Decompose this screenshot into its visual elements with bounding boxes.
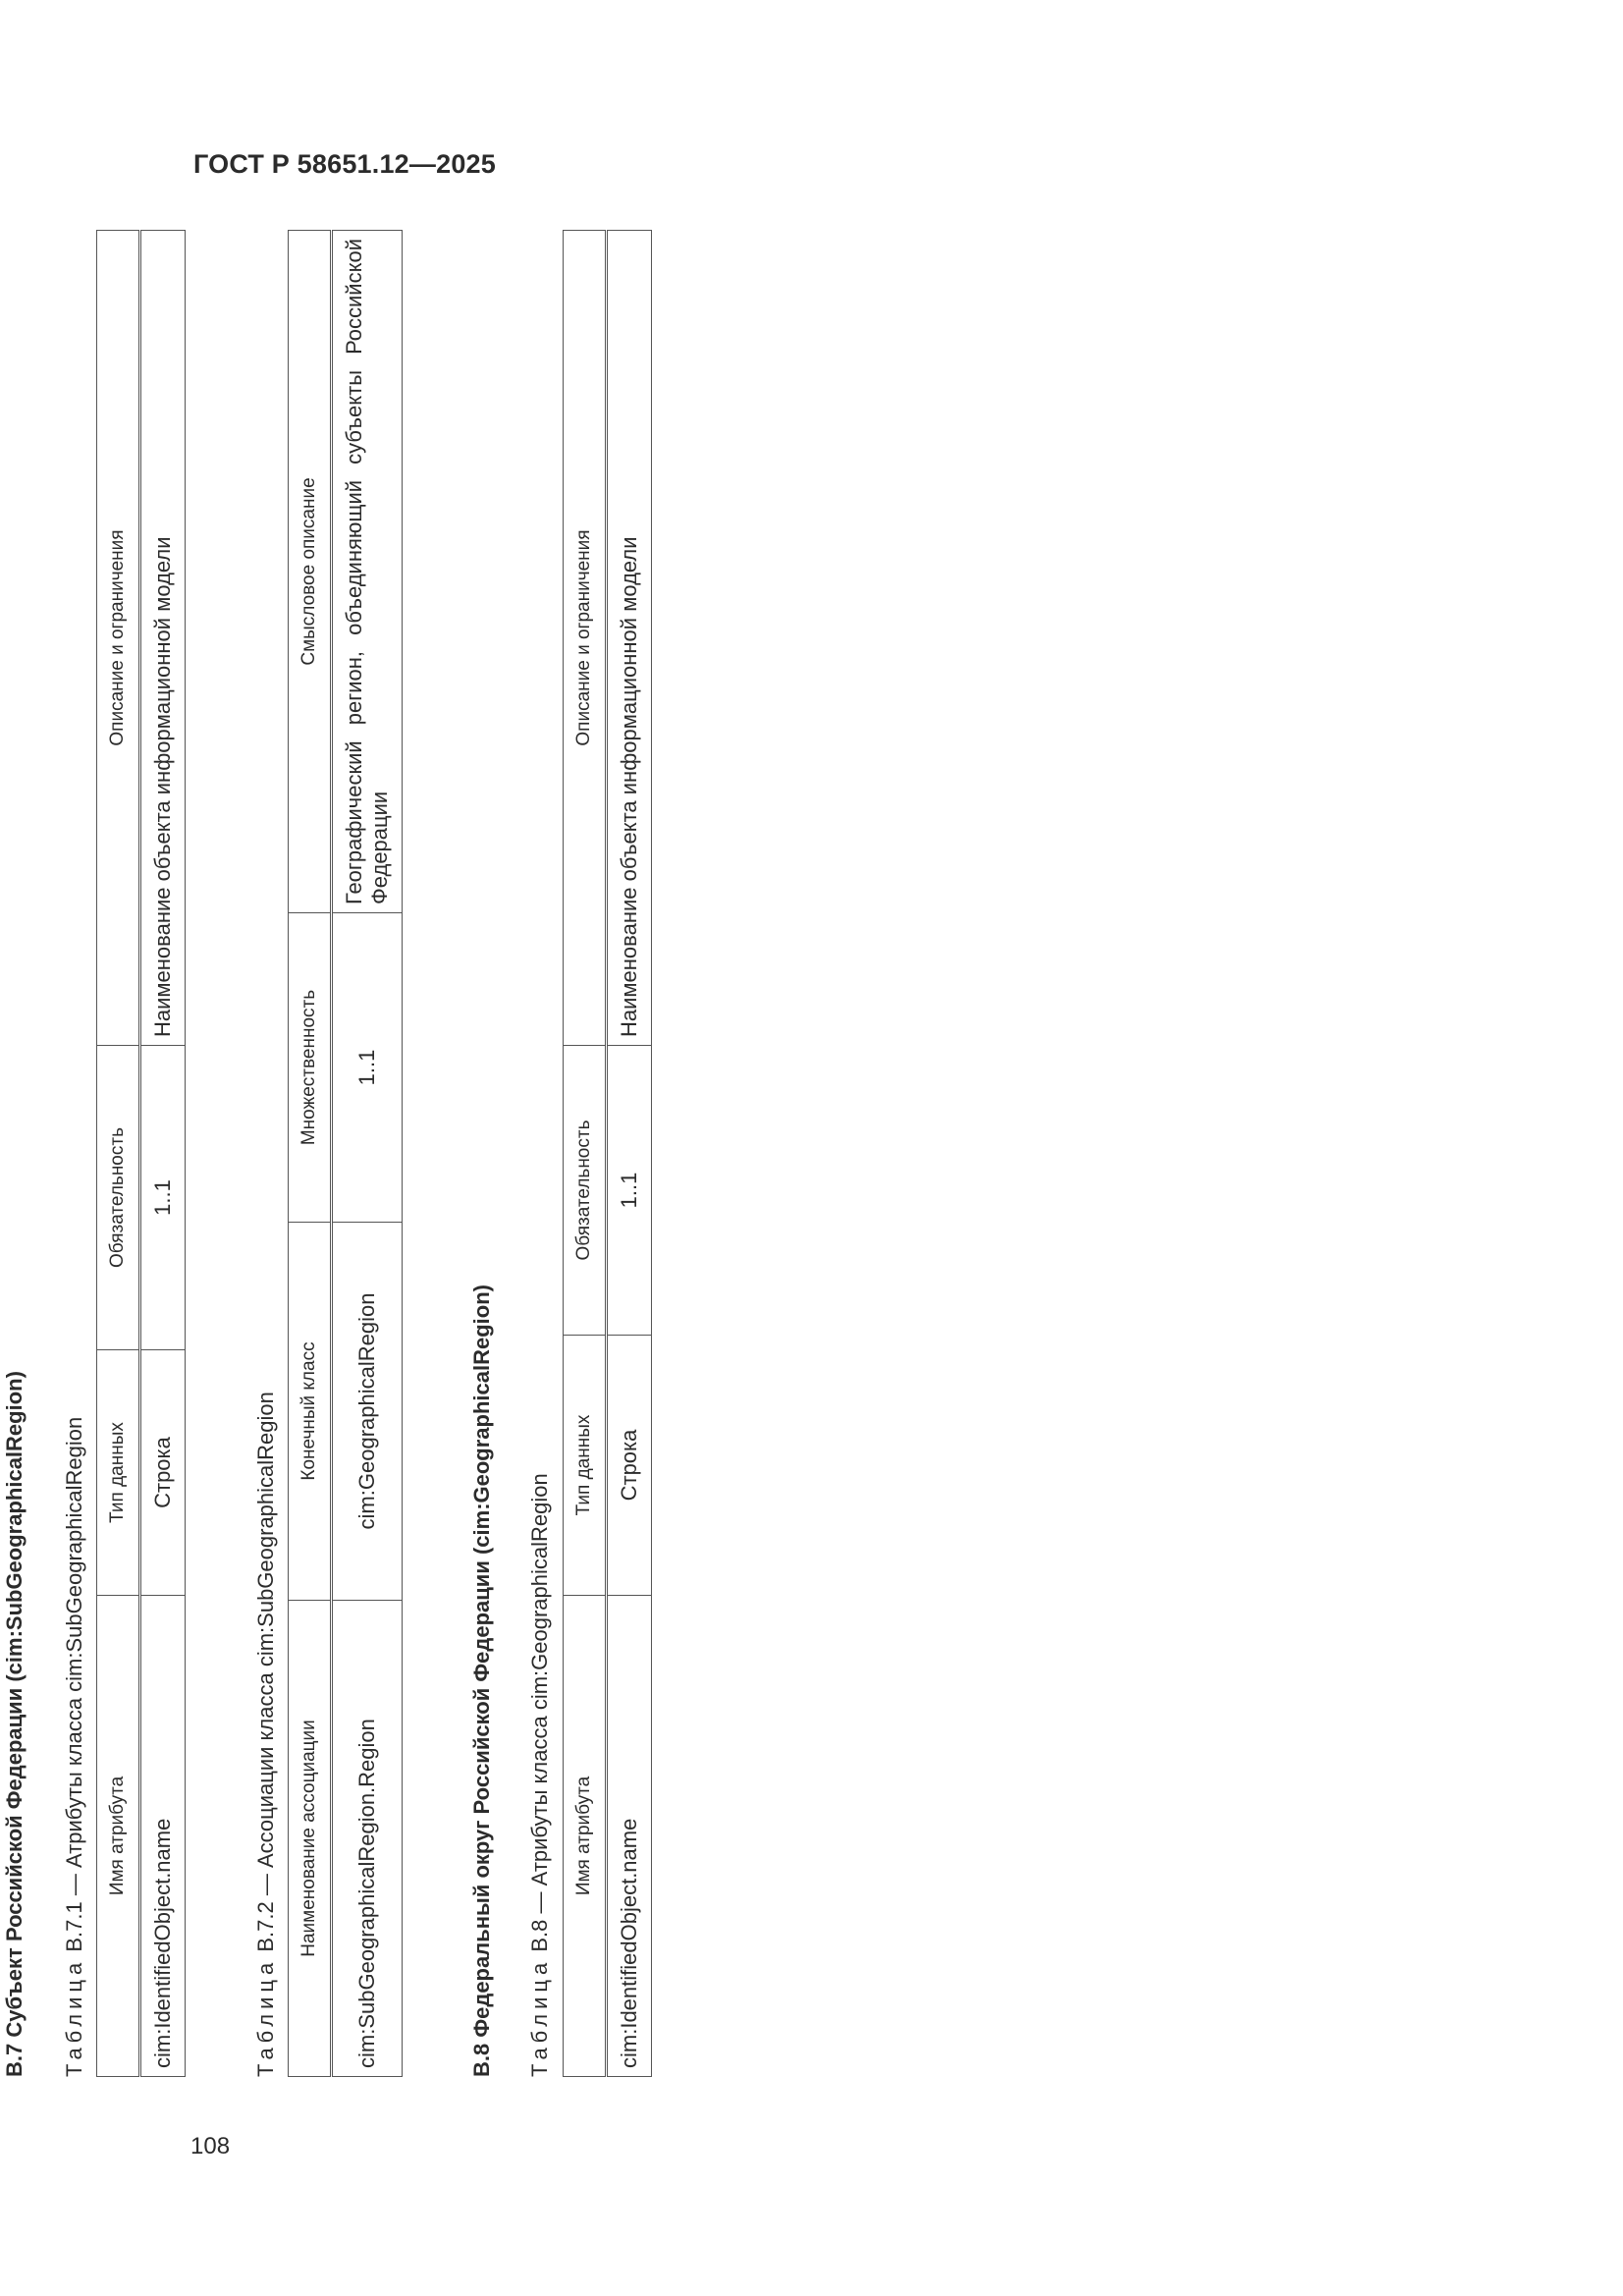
column-header: Конечный класс: [289, 1223, 332, 1601]
table-cell: Строка: [607, 1336, 652, 1596]
caption-word: Таблица: [527, 1957, 552, 2077]
table-cell: cim:IdentifiedObject.name: [607, 1596, 652, 2077]
table-header-row: [97, 231, 140, 2077]
caption-text: В.8 — Атрибуты класса cim:GeographicalRegion: [527, 1473, 552, 1958]
table-cell: 1..1: [140, 1046, 186, 1350]
column-header: Тип данных: [97, 1350, 140, 1596]
table-cell: Наименование объекта информационной модели: [140, 231, 186, 1046]
table-row: [607, 231, 652, 2077]
column-header: Множественность: [289, 913, 332, 1223]
table-b72: [288, 230, 403, 2077]
document-code: ГОСТ Р 58651.12—2025: [193, 149, 496, 179]
column-header: Описание и ограничения: [97, 231, 140, 1046]
table-header-row: [289, 231, 332, 2077]
column-header: Тип данных: [564, 1336, 607, 1596]
caption-text: В.7.1 — Атрибуты класса cim:SubGeographicalRegion: [62, 1416, 86, 1958]
table-cell: 1..1: [332, 913, 403, 1223]
table-caption-b71: [62, 1417, 87, 2077]
table-cell: cim:GeographicalRegion: [332, 1223, 403, 1601]
rotated-content: [0, 231, 677, 2077]
column-header: Обязательность: [564, 1046, 607, 1336]
column-header: Имя атрибута: [564, 1596, 607, 2077]
table-cell: Наименование объекта информационной модели: [607, 231, 652, 1046]
column-header: Наименование ассоциации: [289, 1601, 332, 2077]
column-header: Обязательность: [97, 1046, 140, 1350]
section-title-b7: В.7 Субъект Российской Федерации (cim:SubGeographicalRegion): [2, 1371, 27, 2077]
column-header: Описание и ограничения: [564, 231, 607, 1046]
table-row: [332, 231, 403, 2077]
table-b8: [563, 230, 652, 2077]
caption-text: В.7.2 — Ассоциации класса cim:SubGeographicalRegion: [253, 1392, 278, 1958]
table-cell: cim:IdentifiedObject.name: [140, 1596, 186, 2077]
caption-word: Таблица: [253, 1957, 278, 2077]
table-caption-b72: [253, 1392, 279, 2077]
table-row: [140, 231, 186, 2077]
table-cell: 1..1: [607, 1046, 652, 1336]
table-caption-b8: [527, 1473, 553, 2077]
table-cell: cim:SubGeographicalRegion.Region: [332, 1601, 403, 2077]
page-number: 108: [190, 2133, 231, 2159]
caption-word: Таблица: [62, 1957, 86, 2077]
column-header: Имя атрибута: [97, 1596, 140, 2077]
section-title-b8: В.8 Федеральный округ Российской Федерации (cim:GeographicalRegion): [469, 1285, 494, 2077]
table-cell: Строка: [140, 1350, 186, 1596]
column-header: Смысловое описание: [289, 231, 332, 913]
table-cell: Географический регион, объединяющий субъекты Российской Федерации: [332, 231, 403, 913]
table-header-row: [564, 231, 607, 2077]
table-b71: [96, 230, 186, 2077]
